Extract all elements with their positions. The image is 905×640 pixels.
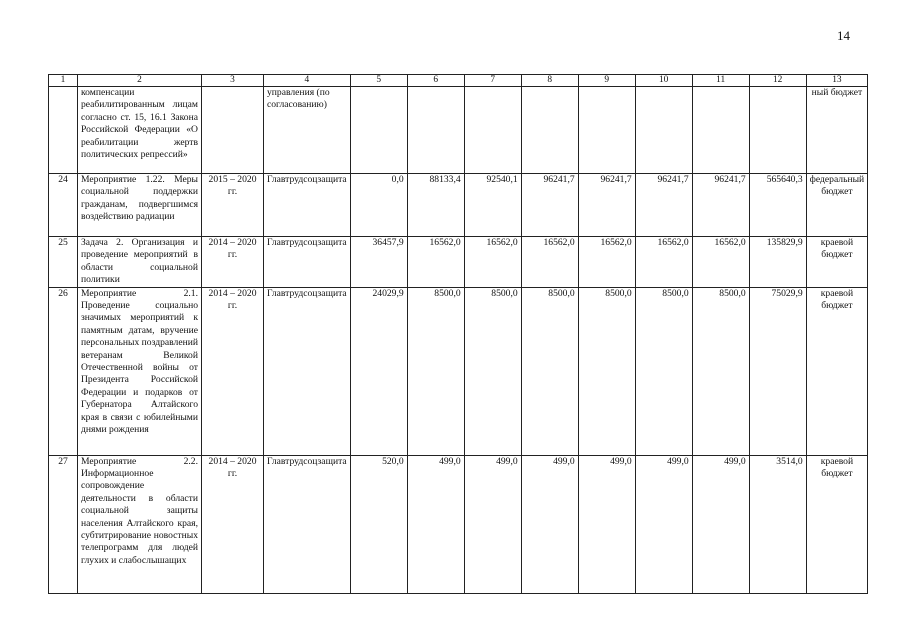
column-header: 3 xyxy=(202,75,264,87)
row-number: 25 xyxy=(49,237,78,288)
funding-source: краевой бюджет xyxy=(806,455,868,593)
value-cell: 96241,7 xyxy=(578,174,635,237)
value-cell xyxy=(407,87,464,174)
activity-name: Мероприятие 1.22. Меры социальной поддержки гражданам, подвергшимся воздействию радиации xyxy=(78,174,202,237)
column-header: 4 xyxy=(264,75,351,87)
value-cell: 96241,7 xyxy=(692,174,749,237)
value-cell xyxy=(464,87,521,174)
value-cell: 499,0 xyxy=(692,455,749,593)
column-header: 12 xyxy=(749,75,806,87)
funding-source: краевой бюджет xyxy=(806,287,868,455)
value-cell: 8500,0 xyxy=(635,287,692,455)
value-cell: 8500,0 xyxy=(521,287,578,455)
column-header: 5 xyxy=(350,75,407,87)
executor-cell: Главтрудсоцзащита xyxy=(264,237,351,288)
executor-cell: Главтрудсоцзащита xyxy=(264,174,351,237)
column-header: 2 xyxy=(78,75,202,87)
value-cell: 16562,0 xyxy=(578,237,635,288)
value-cell xyxy=(578,87,635,174)
value-cell: 16562,0 xyxy=(407,237,464,288)
program-table xyxy=(48,74,868,594)
column-header: 1 xyxy=(49,75,78,87)
activity-name: Мероприятие 2.1. Проведение социально значимых мероприятий к памятным датам, вручение персональных поздравлений ветеранам Великой Отечественной войны от Президента Российской Федерации и подарков от Губернатора Алтайского края в связи с юбилейными днями рождения xyxy=(78,287,202,455)
period-cell: 2014 – 2020 гг. xyxy=(202,455,264,593)
period-cell: 2015 – 2020 гг. xyxy=(202,174,264,237)
value-cell: 92540,1 xyxy=(464,174,521,237)
total-cell xyxy=(749,87,806,174)
value-cell: 8500,0 xyxy=(692,287,749,455)
total-cell: 565640,3 xyxy=(749,174,806,237)
value-cell: 8500,0 xyxy=(464,287,521,455)
table-row xyxy=(49,237,868,288)
table-row xyxy=(49,287,868,455)
value-cell: 499,0 xyxy=(578,455,635,593)
executor-cell: Главтрудсоцзащита xyxy=(264,287,351,455)
value-cell: 24029,9 xyxy=(350,287,407,455)
page-number: 14 xyxy=(837,28,850,43)
value-cell: 16562,0 xyxy=(521,237,578,288)
column-header: 9 xyxy=(578,75,635,87)
value-cell: 499,0 xyxy=(635,455,692,593)
value-cell: 499,0 xyxy=(521,455,578,593)
column-header: 13 xyxy=(806,75,868,87)
value-cell: 16562,0 xyxy=(464,237,521,288)
period-cell: 2014 – 2020 гг. xyxy=(202,237,264,288)
value-cell xyxy=(521,87,578,174)
value-cell xyxy=(350,87,407,174)
activity-name: компенсации реабилитированным лицам согласно ст. 15, 16.1 Закона Российской Федерации «О реабилитации жертв политических репрессий» xyxy=(78,87,202,174)
activity-name: Мероприятие 2.2. Информационное сопровождение деятельности в области социальной защиты населения Алтайского края, субтитрирование новостных телепрограмм для людей глухих и слабослышащих xyxy=(78,455,202,593)
value-cell: 8500,0 xyxy=(407,287,464,455)
value-cell: 499,0 xyxy=(464,455,521,593)
column-header: 8 xyxy=(521,75,578,87)
funding-source: ный бюджет xyxy=(806,87,868,174)
value-cell: 16562,0 xyxy=(692,237,749,288)
total-cell: 135829,9 xyxy=(749,237,806,288)
total-cell: 3514,0 xyxy=(749,455,806,593)
period-cell: 2014 – 2020 гг. xyxy=(202,287,264,455)
funding-source: краевой бюджет xyxy=(806,237,868,288)
executor-cell: Главтрудсоцзащита xyxy=(264,455,351,593)
table-row xyxy=(49,87,868,174)
activity-name: Задача 2. Организация и проведение мероприятий в области социальной политики xyxy=(78,237,202,288)
value-cell: 499,0 xyxy=(407,455,464,593)
row-number: 24 xyxy=(49,174,78,237)
row-number xyxy=(49,87,78,174)
value-cell xyxy=(635,87,692,174)
period-cell xyxy=(202,87,264,174)
column-header: 10 xyxy=(635,75,692,87)
value-cell: 16562,0 xyxy=(635,237,692,288)
value-cell: 36457,9 xyxy=(350,237,407,288)
executor-cell: управления (по согласованию) xyxy=(264,87,351,174)
table-row xyxy=(49,174,868,237)
table-row xyxy=(49,455,868,593)
column-header: 7 xyxy=(464,75,521,87)
funding-source: федеральный бюджет xyxy=(806,174,868,237)
value-cell: 88133,4 xyxy=(407,174,464,237)
value-cell: 0,0 xyxy=(350,174,407,237)
value-cell: 96241,7 xyxy=(521,174,578,237)
value-cell: 520,0 xyxy=(350,455,407,593)
value-cell xyxy=(692,87,749,174)
total-cell: 75029,9 xyxy=(749,287,806,455)
row-number: 27 xyxy=(49,455,78,593)
row-number: 26 xyxy=(49,287,78,455)
column-number-row xyxy=(49,75,868,87)
column-header: 6 xyxy=(407,75,464,87)
value-cell: 8500,0 xyxy=(578,287,635,455)
column-header: 11 xyxy=(692,75,749,87)
value-cell: 96241,7 xyxy=(635,174,692,237)
